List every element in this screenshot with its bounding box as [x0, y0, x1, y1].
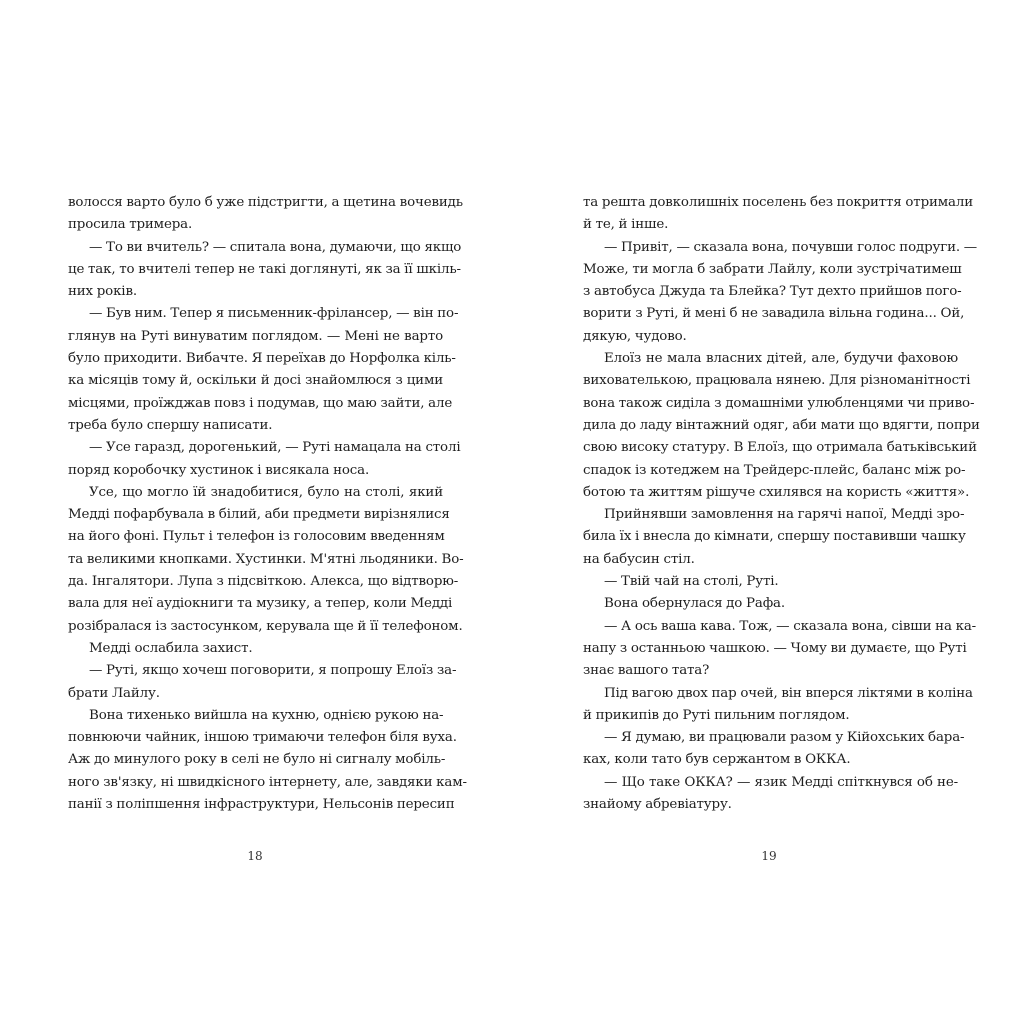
- text-line: — Привіт, — сказала вона, почувши голос подруги. —: [604, 239, 978, 255]
- text-line: Може, ти могла б забрати Лайлу, коли зустрічатимеш: [583, 261, 962, 277]
- text-line: волосся варто було б уже підстригти, а щетина вочевидь: [68, 195, 463, 210]
- text-line: — А ось ваша кава. Тож, — сказала вона, сівши на ка-: [604, 618, 977, 634]
- text-line: й прикипів до Руті пильним поглядом.: [583, 707, 850, 723]
- text-line: треба було спершу написати.: [68, 417, 273, 433]
- text-line: била їх і внесла до кімнати, спершу поставивши чашку: [583, 529, 966, 545]
- text-line: — Я думаю, ви працювали разом у Кійохських бара-: [604, 730, 965, 746]
- text-line: повнюючи чайник, іншою тримаючи телефон біля вуха.: [68, 730, 457, 746]
- text-line: Під вагою двох пар очей, він вперся ліктями в коліна: [604, 685, 973, 701]
- text-line: — Усе гаразд, дорогенький, — Руті намацала на столі: [89, 440, 461, 456]
- text-line: просила тримера.: [68, 217, 193, 233]
- text-line: було приходити. Вибачте. Я переїхав до Норфолка кіль-: [68, 351, 456, 367]
- text-line: дила до ладу вінтажний одяг, аби мати що вдягти, попри: [583, 417, 980, 433]
- text-line: — Був ним. Тепер я письменник-фрілансер, — він по-: [89, 306, 459, 322]
- text-line: панії з поліпшення інфраструктури, Нельсонів пересип: [68, 797, 455, 813]
- text-line: на бабусин стіл.: [583, 551, 695, 567]
- text-line: — Що таке ОККА? — язик Медді спіткнувся об не-: [604, 774, 958, 790]
- text-line: да. Інгалятори. Лупа з підсвіткою. Алекса, що відтворю-: [68, 574, 459, 590]
- text-line: та решта довколишніх поселень без покриття отримали: [583, 195, 973, 210]
- text-line: поряд коробочку хустинок і висякала носа.: [68, 462, 370, 478]
- text-line: вона також сиділа з домашніми улюбленцями чи приво-: [583, 395, 975, 411]
- text-line: напу з останньою чашкою. — Чому ви думаєте, що Руті: [583, 640, 967, 656]
- text-line: Прийнявши замовлення на гарячі напої, Медді зро-: [604, 507, 965, 523]
- text-line: Аж до минулого року в селі не було ні сигналу мобіль-: [68, 752, 446, 768]
- text-line: знає вашого тата?: [583, 663, 710, 679]
- text-line: Вона обернулася до Рафа.: [604, 596, 785, 612]
- text-line: з автобуса Джуда та Блейка? Тут дехто прийшов пого-: [583, 284, 962, 300]
- text-line: свою високу статуру. В Елоїз, що отримала батьківський: [583, 440, 977, 456]
- text-line: Елоїз не мала власних дітей, але, будучи фаховою: [604, 351, 958, 367]
- text-line: розібралася із застосунком, керувала ще й її телефоном.: [68, 618, 463, 634]
- text-line: ворити з Руті, й мені б не завадила вільна година... Ой,: [583, 306, 965, 322]
- text-line: вала для неї аудіокниги та музику, а тепер, коли Медді: [68, 596, 453, 612]
- text-line: — Твій чай на столі, Руті.: [604, 574, 779, 590]
- text-line: Вона тихенько вийшла на кухню, однією рукою на-: [89, 707, 444, 723]
- text-line: спадок із котеджем на Трейдерс-плейс, баланс між ро-: [583, 462, 966, 478]
- text-line: місцями, проїжджав повз і подумав, що маю зайти, але: [68, 395, 453, 411]
- text-line: — Руті, якщо хочеш поговорити, я попрошу Елоїз за-: [89, 663, 457, 679]
- text-line: на його фоні. Пульт і телефон із голосовим введенням: [68, 529, 445, 545]
- right-page-body-text: [583, 192, 980, 816]
- text-line: брати Лайлу.: [68, 685, 160, 701]
- text-line: ботою та життям рішуче схилявся на користь «життя».: [583, 484, 970, 500]
- text-line: знайому абревіатуру.: [583, 797, 732, 813]
- text-line: вихователькою, працювала нянею. Для різноманітності: [583, 373, 971, 389]
- text-line: глянув на Руті винуватим поглядом. — Мені не варто: [68, 328, 443, 344]
- text-line: Медді ослабила захист.: [89, 640, 253, 656]
- text-line: та великими кнопками. Хустинки. М'ятні льодяники. Во-: [68, 551, 464, 567]
- text-line: Медді пофарбувала в білий, аби предмети вирізнялися: [68, 507, 450, 523]
- right-page: [512, 0, 1024, 1024]
- text-line: й те, й інше.: [583, 217, 669, 233]
- text-line: Усе, що могло їй знадобитися, було на столі, який: [89, 484, 443, 500]
- left-page-body-text: [68, 192, 467, 816]
- left-page-number: 18: [247, 849, 263, 863]
- right-page-number: 19: [761, 849, 777, 863]
- text-line: ка місяців тому й, оскільки й досі знайомлюся з цими: [68, 373, 443, 389]
- text-line: ках, коли тато був сержантом в ОККА.: [583, 752, 851, 768]
- text-line: дякую, чудово.: [583, 328, 687, 344]
- text-line: ного зв'язку, ні швидкісного інтернету, але, завдяки кам-: [68, 774, 467, 790]
- text-line: це так, то вчителі тепер не такі доглянуті, як за її шкіль-: [68, 261, 461, 277]
- text-line: них років.: [68, 284, 137, 300]
- text-line: — То ви вчитель? — спитала вона, думаючи, що якщо: [89, 239, 462, 255]
